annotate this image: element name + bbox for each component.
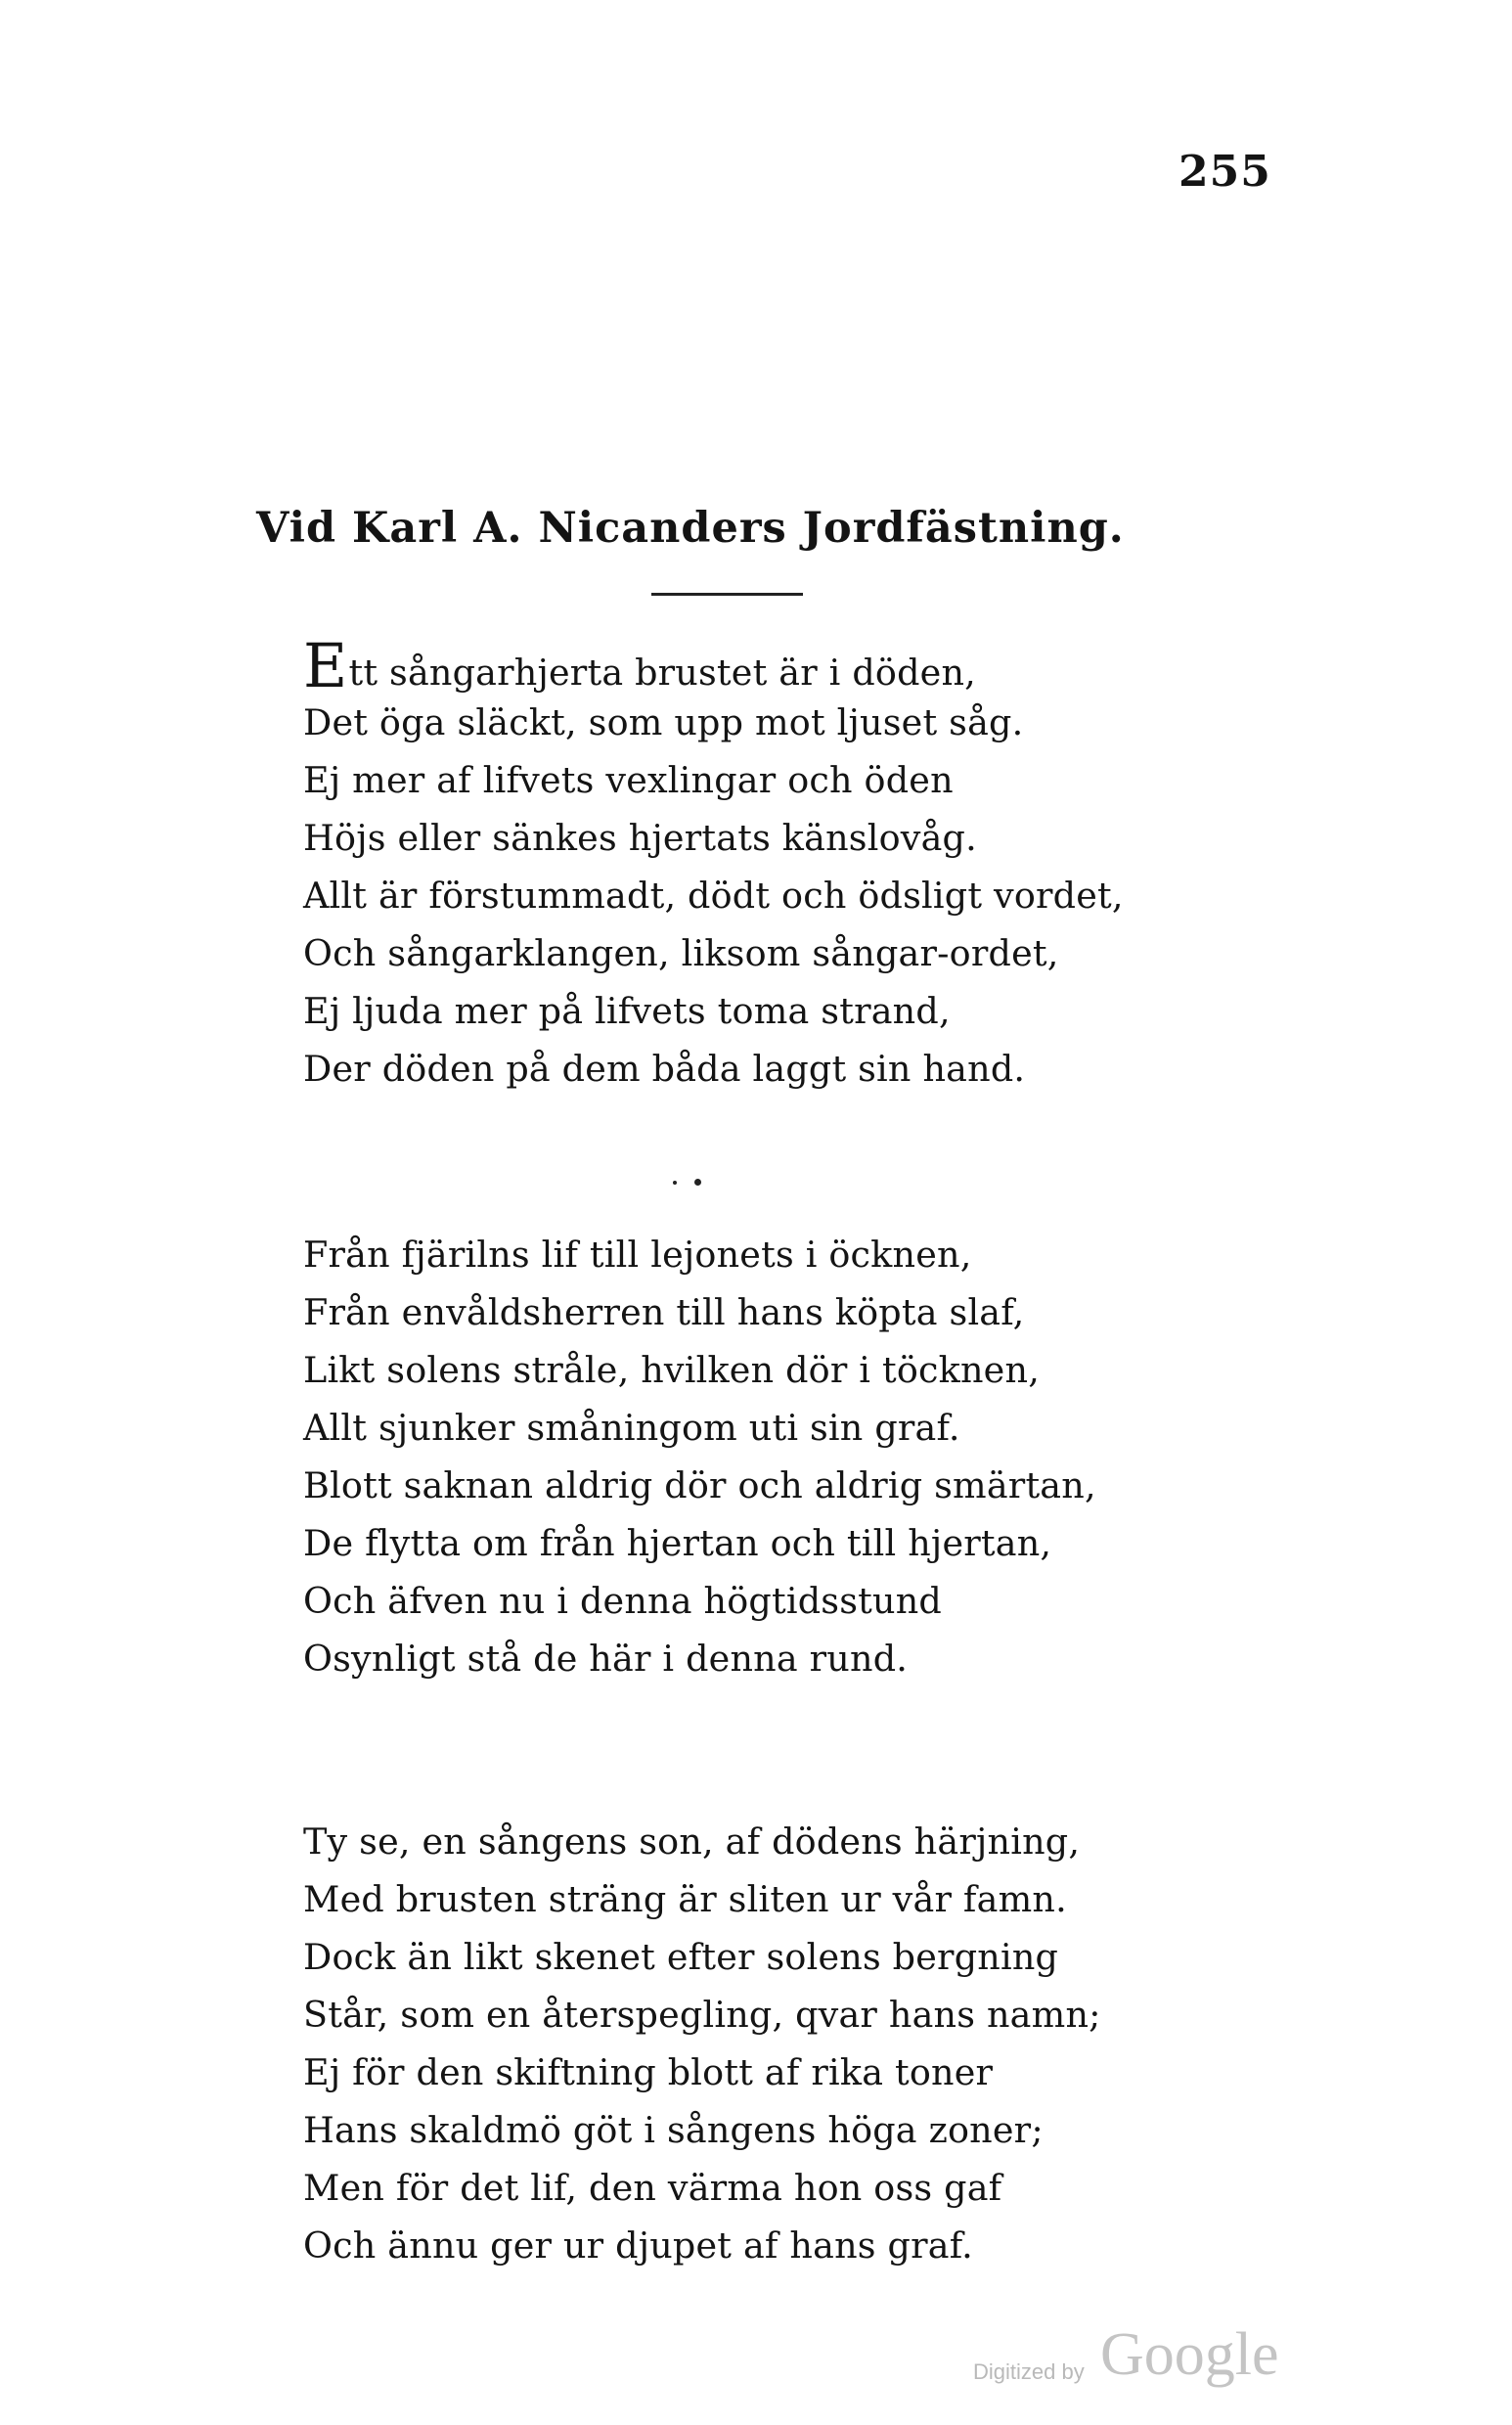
drop-cap: E <box>303 630 348 701</box>
stanza-2 <box>303 1226 1096 1687</box>
poem-line: Der döden på dem båda laggt sin hand. <box>303 1048 1026 1090</box>
poem-line: Osynligt stå de här i denna rund. <box>303 1638 909 1680</box>
poem-line: Med brusten sträng är sliten ur vår famn. <box>303 1878 1067 1920</box>
poem-line: Likt solens stråle, hvilken dör i töcknen, <box>303 1349 1040 1391</box>
poem-line: De flytta om från hjertan och till hjertan, <box>303 1522 1052 1564</box>
poem-line: Höjs eller sänkes hjertats känslovåg. <box>303 817 977 859</box>
poem-line: Allt är förstummadt, dödt och ödsligt vordet, <box>303 875 1124 917</box>
poem-title: Vid Karl A. Nicanders Jordfästning. <box>256 504 1125 553</box>
title-rule <box>651 593 803 596</box>
poem-line: Och sångarklangen, liksom sångar-ordet, <box>303 932 1059 974</box>
poem-line: Hans skaldmö göt i sångens höga zoner; <box>303 2109 1044 2151</box>
stanza-3 <box>303 1813 1101 2274</box>
stanza-1 <box>303 630 1124 1098</box>
poem-line: Och ännu ger ur djupet af hans graf. <box>303 2224 973 2267</box>
google-logo: Google <box>1100 2321 1279 2388</box>
poem-line <box>303 630 1124 701</box>
poem-line: Blott saknan aldrig dör och aldrig smärtan, <box>303 1464 1096 1506</box>
poem-line: Det öga släckt, som upp mot ljuset såg. <box>303 701 1024 743</box>
poem-line: Dock än likt skenet efter solens bergning <box>303 1936 1059 1978</box>
stanza-divider-dot <box>673 1181 677 1185</box>
poem-line: Ej ljuda mer på lifvets toma strand, <box>303 990 951 1032</box>
poem-line: Står, som en återspegling, qvar hans namn; <box>303 1994 1101 2036</box>
poem-line: Ej mer af lifvets vexlingar och öden <box>303 759 954 801</box>
digitized-by-label: Digitized by <box>973 2359 1085 2384</box>
poem-line: Från fjärilns lif till lejonets i öcknen, <box>303 1234 972 1276</box>
poem-line: Ty se, en sångens son, af dödens härjning, <box>303 1820 1081 1863</box>
poem-line: Allt sjunker småningom uti sin graf. <box>303 1407 960 1449</box>
poem-line: Från envåldsherren till hans köpta slaf, <box>303 1291 1025 1333</box>
poem-line: Men för det lif, den värma hon oss gaf <box>303 2167 1002 2209</box>
page-number: 255 <box>1178 147 1271 197</box>
poem-line: Och äfven nu i denna högtidsstund <box>303 1580 942 1622</box>
stanza-divider-dot <box>694 1179 701 1186</box>
poem-line-text: tt sångarhjerta brustet är i döden, <box>348 651 976 694</box>
poem-line: Ej för den skiftning blott af rika toner <box>303 2051 994 2093</box>
